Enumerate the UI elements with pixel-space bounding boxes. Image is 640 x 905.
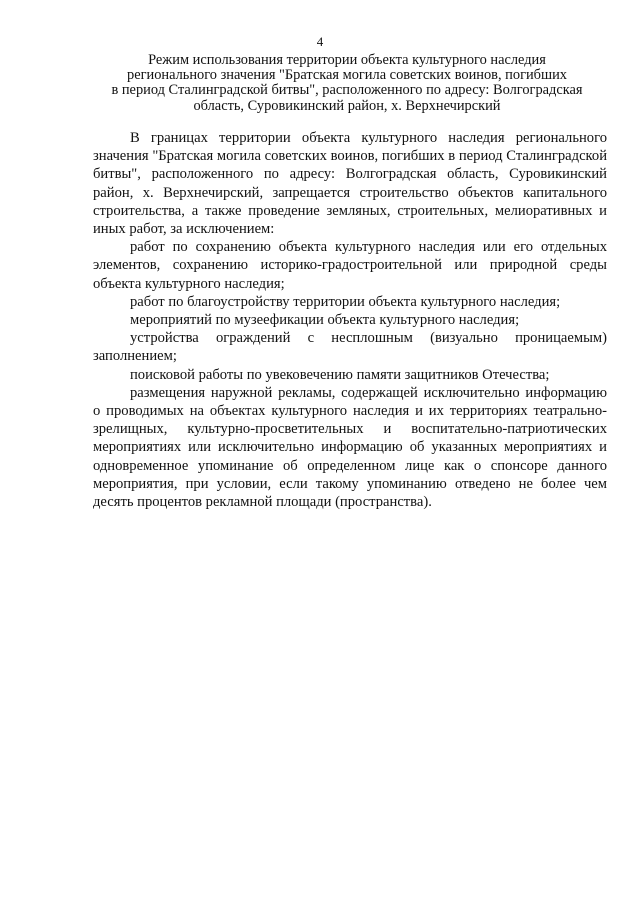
document-body xyxy=(93,129,607,511)
exception-item: устройства ограждений с несплошным (визуально проницаемым) заполнением; xyxy=(93,330,607,365)
title-line: регионального значения "Братская могила советских воинов, погибших xyxy=(127,67,567,84)
title-line: область, Суровикинский район, х. Верхнечирский xyxy=(193,97,501,114)
title-line: в период Сталинградской битвы", расположенного по адресу: Волгоградская xyxy=(111,82,583,99)
exception-item: работ по благоустройству территории объекта культурного наследия; xyxy=(130,293,561,310)
title-line: Режим использования территории объекта культурного наследия xyxy=(148,52,546,68)
intro-paragraph: В границах территории объекта культурного наследия регионального значения "Братская могила советских воинов, погибших в период Сталинградской битвы", расположенного по адресу: Волгоградская область, Суровикинский район, х. Верхнечирский, запрещается строительство объектов капитального строительства, а также проведение земляных, строительных, мелиоративных и иных работ, за исключением: xyxy=(93,130,607,238)
document-title xyxy=(90,53,604,114)
exception-item: поисковой работы по увековечению памяти защитников Отечества; xyxy=(130,366,550,383)
page-number: 4 xyxy=(316,34,324,49)
exception-item: размещения наружной рекламы, содержащей исключительно информацию о проводимых на объектах культурного наследия и их территориях театрально-зрелищных, культурно-просветительных и воспитательно-патриотических мероприятиях или исключительно информацию об указанных мероприятиях и одновременное упоминание об определенном лице как о спонсоре данного мероприятия, при условии, если такому упоминанию отведено не более чем десять процентов рекламной площади (пространства). xyxy=(93,384,607,511)
exception-item: мероприятий по музеефикации объекта культурного наследия; xyxy=(130,312,520,329)
exception-item: работ по сохранению объекта культурного наследия или его отдельных элементов, сохранению историко-градостроительной или природной среды объекта культурного наследия; xyxy=(93,239,607,292)
